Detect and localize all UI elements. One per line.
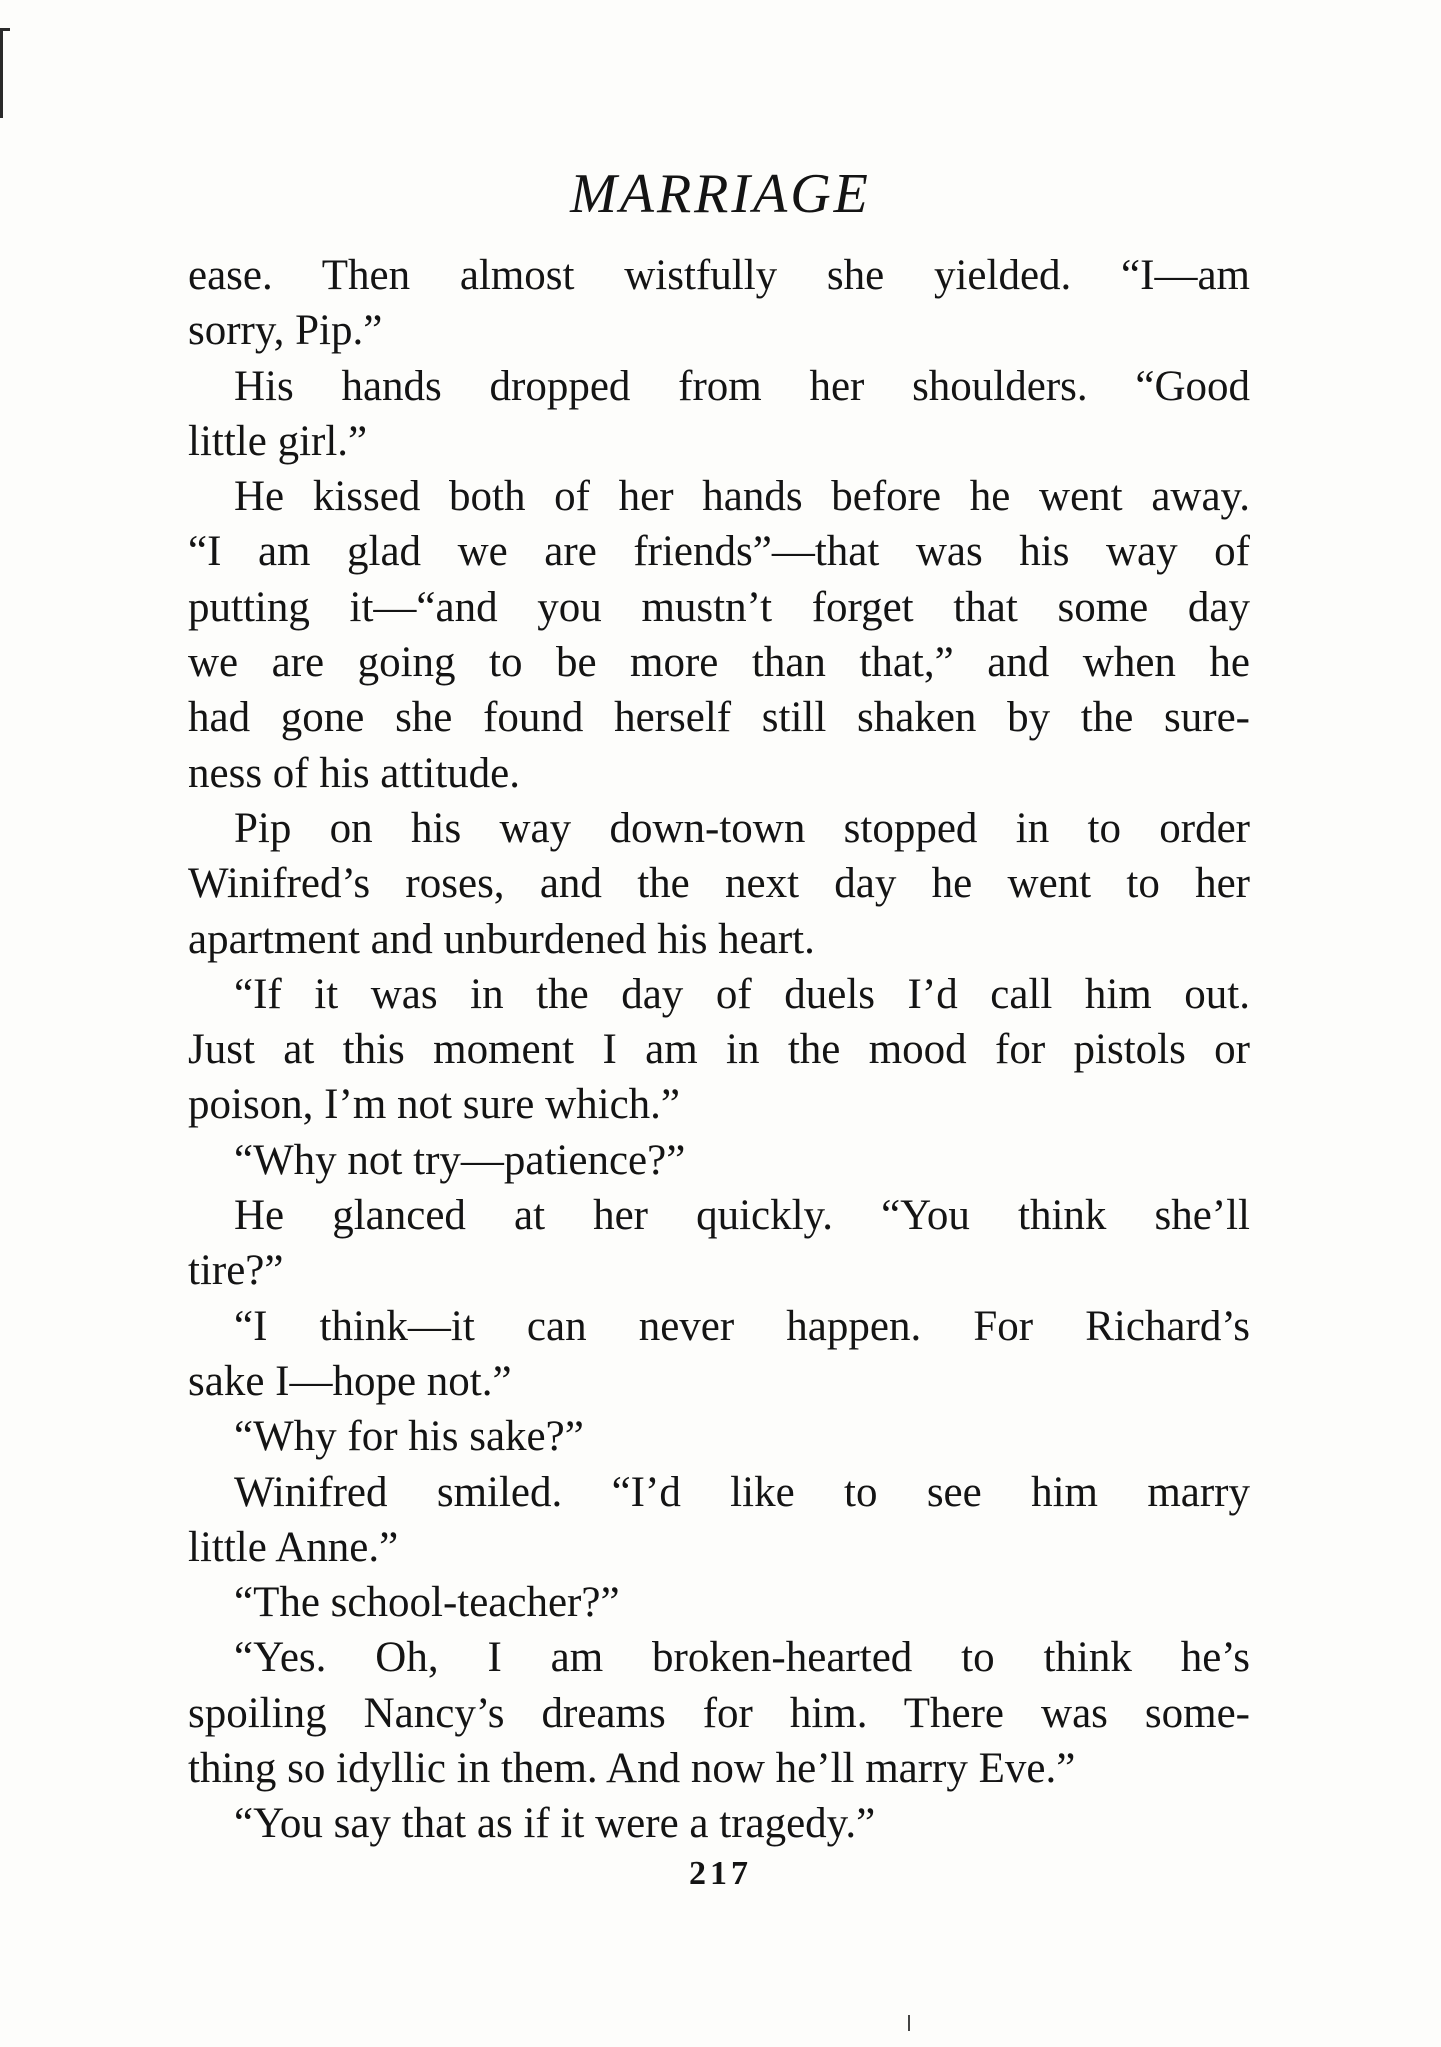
text-line: putting it—“and you mustn’t forget that some day <box>188 583 1250 631</box>
text-line: Winifred smiled. “I’d like to see him marry <box>234 1468 1250 1516</box>
text-line: tire?” <box>188 1247 284 1295</box>
text-line: sorry, Pip.” <box>188 307 383 355</box>
text-line: little girl.” <box>188 417 368 465</box>
text-line: His hands dropped from her shoulders. “Good <box>234 362 1250 410</box>
text-line: Just at this moment I am in the mood for pistols or <box>188 1026 1250 1074</box>
text-line: we are going to be more than that,” and when he <box>188 639 1250 687</box>
text-line: “I think—it can never happen. For Richard’s <box>234 1302 1250 1350</box>
text-line: sake I—hope not.” <box>188 1357 512 1405</box>
text-line: spoiling Nancy’s dreams for him. There was some- <box>188 1689 1250 1737</box>
text-line: He kissed both of her hands before he went away. <box>234 473 1250 521</box>
text-line: “You say that as if it were a tragedy.” <box>234 1800 876 1848</box>
page-edge-mark <box>0 28 3 118</box>
text-line: “The school-teacher?” <box>234 1579 620 1627</box>
running-head: MARRIAGE <box>570 163 871 225</box>
page-bottom-mark <box>908 2015 910 2031</box>
text-line: poison, I’m not sure which.” <box>188 1081 681 1129</box>
text-line: “I am glad we are friends”—that was his way of <box>188 528 1250 576</box>
text-line: Pip on his way down-town stopped in to order <box>234 804 1250 852</box>
text-line: “If it was in the day of duels I’d call him out. <box>234 970 1250 1018</box>
text-line: little Anne.” <box>188 1523 399 1571</box>
text-line: He glanced at her quickly. “You think she’ll <box>234 1192 1250 1240</box>
text-line: ease. Then almost wistfully she yielded. “I—am <box>188 252 1250 299</box>
text-line: “Why for his sake?” <box>234 1413 584 1461</box>
text-line: had gone she found herself still shaken by the sure- <box>188 694 1250 742</box>
text-line: Winifred’s roses, and the next day he went to her <box>188 860 1250 908</box>
text-line: thing so idyllic in them. And now he’ll marry Eve.” <box>188 1745 1076 1793</box>
text-line: ness of his attitude. <box>188 749 521 797</box>
text-line: “Why not try—patience?” <box>234 1136 686 1184</box>
page-number: 217 <box>689 1855 752 1892</box>
text-line: apartment and unburdened his heart. <box>188 915 815 963</box>
text-line: “Yes. Oh, I am broken-hearted to think he’s <box>234 1634 1250 1682</box>
body-text <box>188 248 1250 1852</box>
